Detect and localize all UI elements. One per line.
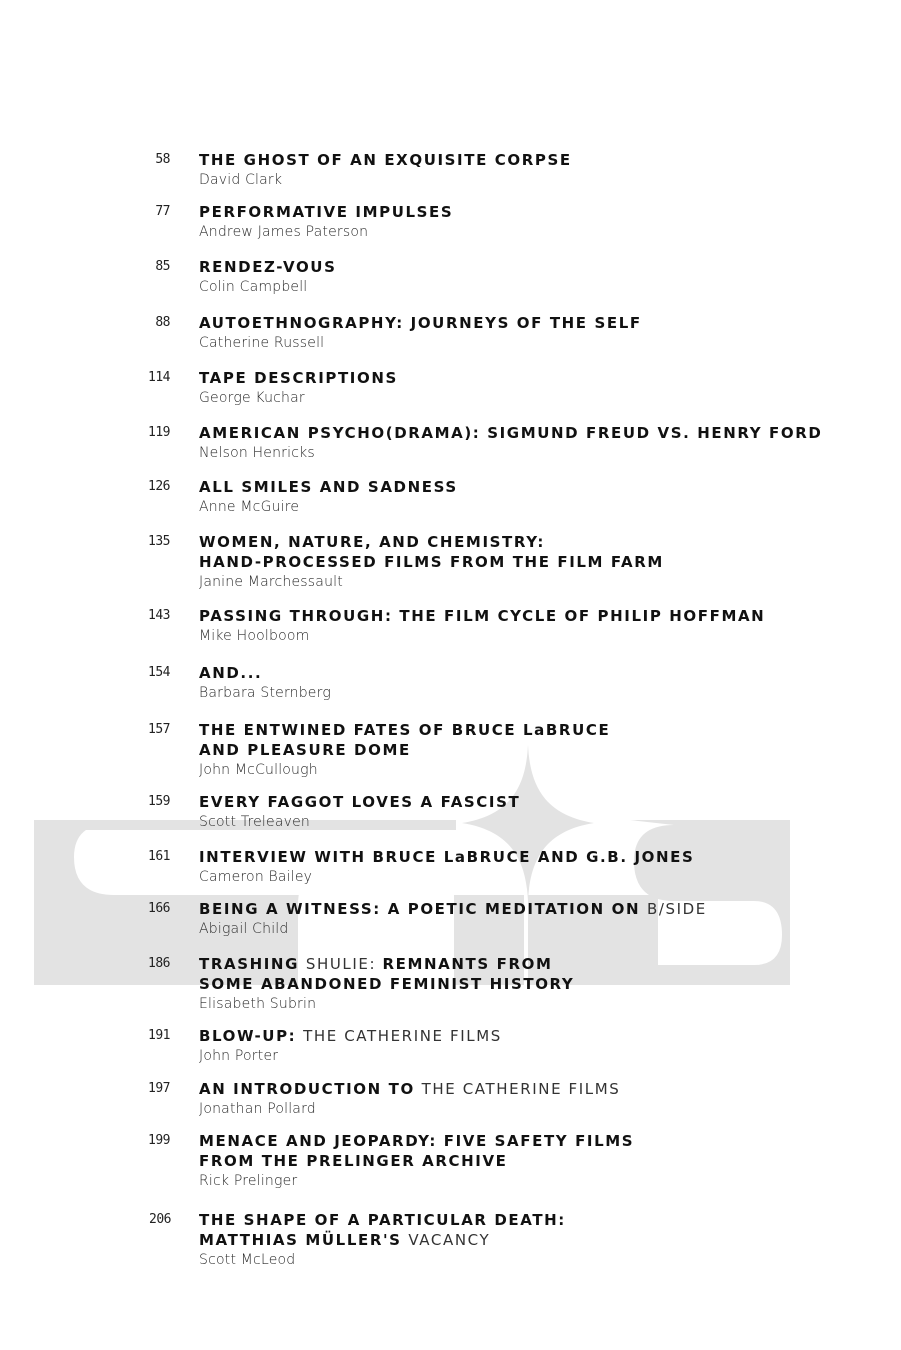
page-number: 166 xyxy=(148,901,170,916)
page-number: 199 xyxy=(148,1133,170,1148)
title-segment: MATTHIAS MÜLLER'S xyxy=(199,1231,409,1249)
page-number: 77 xyxy=(155,204,170,219)
title-segment: AUTOETHNOGRAPHY: JOURNEYS OF THE SELF xyxy=(199,314,642,332)
entry-title xyxy=(199,606,849,626)
entry-title xyxy=(199,423,849,443)
title-segment: BEING A WITNESS: A POETIC MEDITATION ON xyxy=(199,900,647,918)
entry-title xyxy=(199,1131,849,1151)
title-segment: REMNANTS FROM xyxy=(382,955,553,973)
title-segment: THE SHAPE OF A PARTICULAR DEATH: xyxy=(199,1211,566,1229)
entry-title xyxy=(199,1230,849,1250)
entry-title xyxy=(199,1210,849,1230)
page-number: 154 xyxy=(148,665,170,680)
entry-title xyxy=(199,954,849,974)
entry-author: Nelson Henricks xyxy=(199,445,315,461)
entry-title xyxy=(199,150,849,170)
entry-title xyxy=(199,1079,849,1099)
page-number: 126 xyxy=(148,479,170,494)
page-number: 135 xyxy=(148,534,170,549)
entry-title xyxy=(199,1026,849,1046)
page-number: 58 xyxy=(155,152,170,167)
title-segment: MENACE AND JEOPARDY: FIVE SAFETY FILMS xyxy=(199,1132,635,1150)
title-segment: THE GHOST OF AN EXQUISITE CORPSE xyxy=(199,151,572,169)
entry-author: Elisabeth Subrin xyxy=(199,996,317,1012)
entry-author: Scott Treleaven xyxy=(199,814,310,830)
page-number: 206 xyxy=(149,1212,171,1227)
title-segment: HAND-PROCESSED FILMS FROM THE FILM FARM xyxy=(199,553,664,571)
title-segment-italic: B/SIDE xyxy=(646,900,707,918)
entry-author: David Clark xyxy=(199,172,283,188)
entry-author: Colin Campbell xyxy=(199,279,308,295)
entry-title xyxy=(199,899,849,919)
entry-author: Andrew James Paterson xyxy=(199,224,369,240)
page-number: 186 xyxy=(148,956,170,971)
page-number: 119 xyxy=(148,425,170,440)
title-segment: TAPE DESCRIPTIONS xyxy=(199,369,398,387)
title-segment: INTERVIEW WITH BRUCE LaBRUCE AND G.B. JONES xyxy=(199,848,695,866)
page-number: 161 xyxy=(148,849,170,864)
title-segment-italic: THE CATHERINE FILMS xyxy=(303,1027,502,1045)
entry-author: Scott McLeod xyxy=(199,1252,296,1268)
title-segment: AMERICAN PSYCHO(DRAMA): SIGMUND FREUD VS. HENRY FORD xyxy=(199,424,823,442)
entry-author: Barbara Sternberg xyxy=(199,685,331,701)
page-number: 159 xyxy=(148,794,170,809)
title-segment: PERFORMATIVE IMPULSES xyxy=(199,203,454,221)
entry-author: Catherine Russell xyxy=(199,335,325,351)
entry-title xyxy=(199,552,849,572)
page-number: 88 xyxy=(155,315,170,330)
title-segment-italic: SHULIE: xyxy=(305,955,383,973)
entry-author: Rick Prelinger xyxy=(199,1173,298,1189)
entry-author: George Kuchar xyxy=(199,390,305,406)
page-number: 85 xyxy=(155,259,170,274)
entry-title xyxy=(199,313,849,333)
entry-author: Abigail Child xyxy=(199,921,289,937)
entry-title xyxy=(199,792,849,812)
title-segment-italic: VACANCY xyxy=(408,1231,491,1249)
title-segment: AND PLEASURE DOME xyxy=(199,741,411,759)
title-segment: WOMEN, NATURE, AND CHEMISTRY: xyxy=(199,533,545,551)
page-number: 114 xyxy=(148,370,170,385)
title-segment: EVERY FAGGOT LOVES A FASCIST xyxy=(199,793,521,811)
entry-title xyxy=(199,974,849,994)
page-number: 191 xyxy=(148,1028,170,1043)
entry-author: John McCullough xyxy=(199,762,318,778)
title-segment: BLOW-UP: xyxy=(199,1027,304,1045)
page-number: 197 xyxy=(148,1081,170,1096)
entry-author: Jonathan Pollard xyxy=(199,1101,316,1117)
entry-title xyxy=(199,368,849,388)
entry-title xyxy=(199,740,849,760)
title-segment: TRASHING xyxy=(199,955,306,973)
entry-title xyxy=(199,532,849,552)
title-segment: PASSING THROUGH: THE FILM CYCLE OF PHILIP HOFFMAN xyxy=(199,607,766,625)
page-number: 157 xyxy=(148,722,170,737)
entry-author: Mike Hoolboom xyxy=(199,628,310,644)
entry-title xyxy=(199,720,849,740)
entry-title xyxy=(199,847,849,867)
entry-author: Anne McGuire xyxy=(199,499,300,515)
entry-author: Janine Marchessault xyxy=(199,574,343,590)
entry-author: Cameron Bailey xyxy=(199,869,313,885)
entry-title xyxy=(199,1151,849,1171)
page-number: 143 xyxy=(148,608,170,623)
title-segment: THE ENTWINED FATES OF BRUCE LaBRUCE xyxy=(199,721,611,739)
title-segment: RENDEZ-VOUS xyxy=(199,258,337,276)
title-segment: SOME ABANDONED FEMINIST HISTORY xyxy=(199,975,575,993)
title-segment: AN INTRODUCTION TO xyxy=(199,1080,422,1098)
title-segment-italic: THE CATHERINE FILMS xyxy=(421,1080,621,1098)
title-segment: AND... xyxy=(199,664,263,682)
entry-title xyxy=(199,477,849,497)
title-segment: FROM THE PRELINGER ARCHIVE xyxy=(199,1152,508,1170)
entry-title xyxy=(199,663,849,683)
title-segment: ALL SMILES AND SADNESS xyxy=(199,478,458,496)
entry-author: John Porter xyxy=(199,1048,279,1064)
entry-title xyxy=(199,257,849,277)
entry-title xyxy=(199,202,849,222)
